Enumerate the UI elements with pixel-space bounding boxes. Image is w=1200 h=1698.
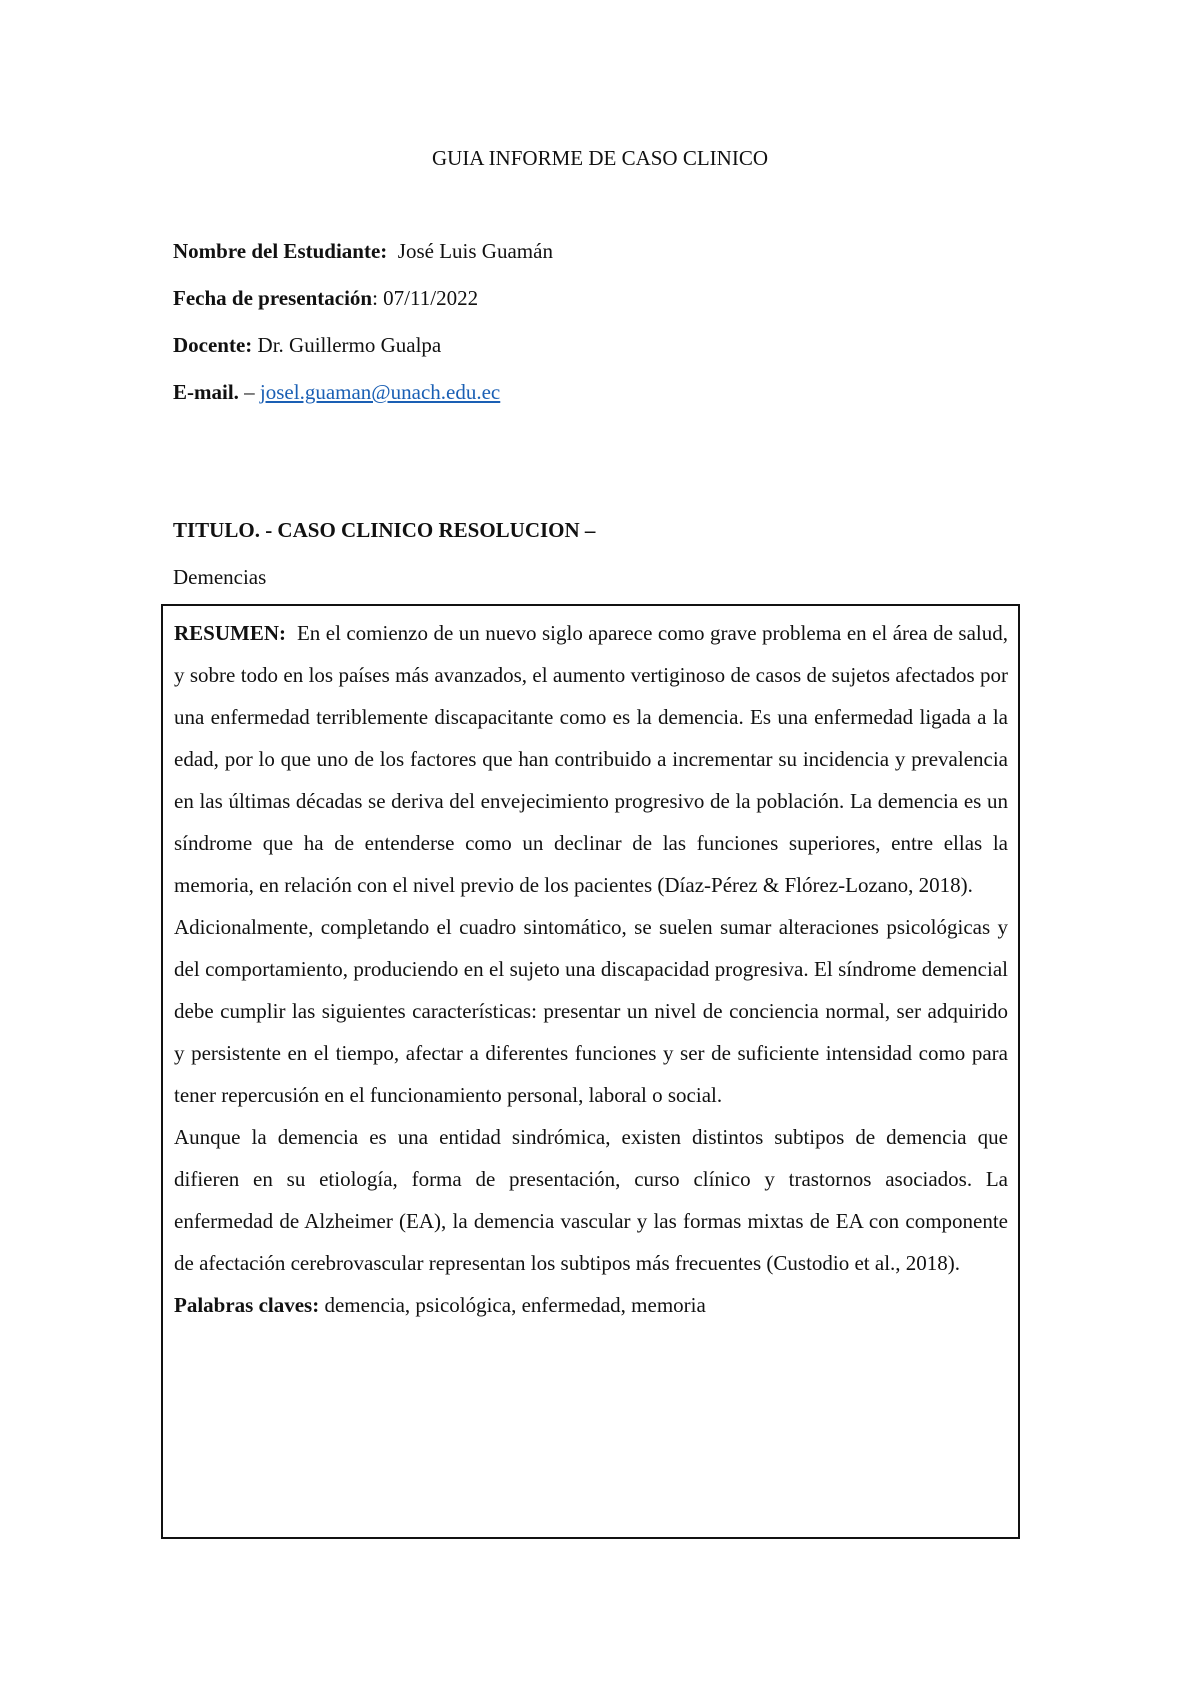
abstract-paragraph-2: Adicionalmente, completando el cuadro sintomático, se suelen sumar alteraciones psicológicas y del comportamiento, produciendo en el sujeto una discapacidad progresiva. El síndrome demencial debe cumplir las siguientes características: presentar un nivel de conciencia normal, ser adquirido y persistente en el tiempo, afectar a diferentes funciones y ser de suficiente intensidad como para tener repercusión en el funcionamiento personal, laboral o social. [174,915,1008,1107]
email-link[interactable]: josel.guaman@unach.edu.ec [259,380,501,404]
teacher-value: Dr. Guillermo Gualpa [257,333,442,357]
section-subtitle: Demencias [173,565,267,589]
abstract-paragraph-1 [174,612,1008,906]
keywords-value: demencia, psicológica, enfermedad, memoria [324,1293,706,1317]
abstract-text-1: En el comienzo de un nuevo siglo aparece como grave problema en el área de salud, y sobre todo en los países más avanzados, el aumento vertiginoso de casos de sujetos afectados por una enfermedad terriblemente discapacitante como es la demencia. Es una enfermedad ligada a la edad, por lo que uno de los factores que han contribuido a incrementar su incidencia y prevalencia en las últimas décadas se deriva del envejecimiento progresivo de la población. La demencia es un síndrome que ha de entenderse como un declinar de las funciones superiores, entre ellas la memoria, en relación con el nivel previo de los pacientes (Díaz-Pérez & Flórez-Lozano, 2018). [174,621,1009,897]
abstract-paragraph-3: Aunque la demencia es una entidad sindrómica, existen distintos subtipos de demencia que difieren en su etiología, forma de presentación, curso clínico y trastornos asociados. La enfermedad de Alzheimer (EA), la demencia vascular y las formas mixtas de EA con componente de afectación cerebrovascular representan los subtipos más frecuentes (Custodio et al., 2018). [174,1125,1008,1275]
presentation-date-line [173,286,478,311]
student-name-label: Nombre del Estudiante: [173,239,388,263]
presentation-date-label: Fecha de presentación [173,286,373,310]
abstract-label: RESUMEN: [174,621,287,645]
student-name-line [173,239,553,264]
section-title: TITULO. - CASO CLINICO RESOLUCION – [173,518,596,542]
email-line [173,380,500,405]
document-title: GUIA INFORME DE CASO CLINICO [431,146,768,170]
teacher-label: Docente: [173,333,253,357]
email-label: E-mail. [173,380,239,404]
presentation-date-value: : 07/11/2022 [372,286,479,310]
student-name-value: José Luis Guamán [397,239,553,263]
keywords-label: Palabras claves: [174,1293,320,1317]
teacher-line [173,333,441,358]
keywords-line [174,1284,1008,1326]
abstract-box [161,604,1020,1539]
email-separator: – [238,380,260,404]
